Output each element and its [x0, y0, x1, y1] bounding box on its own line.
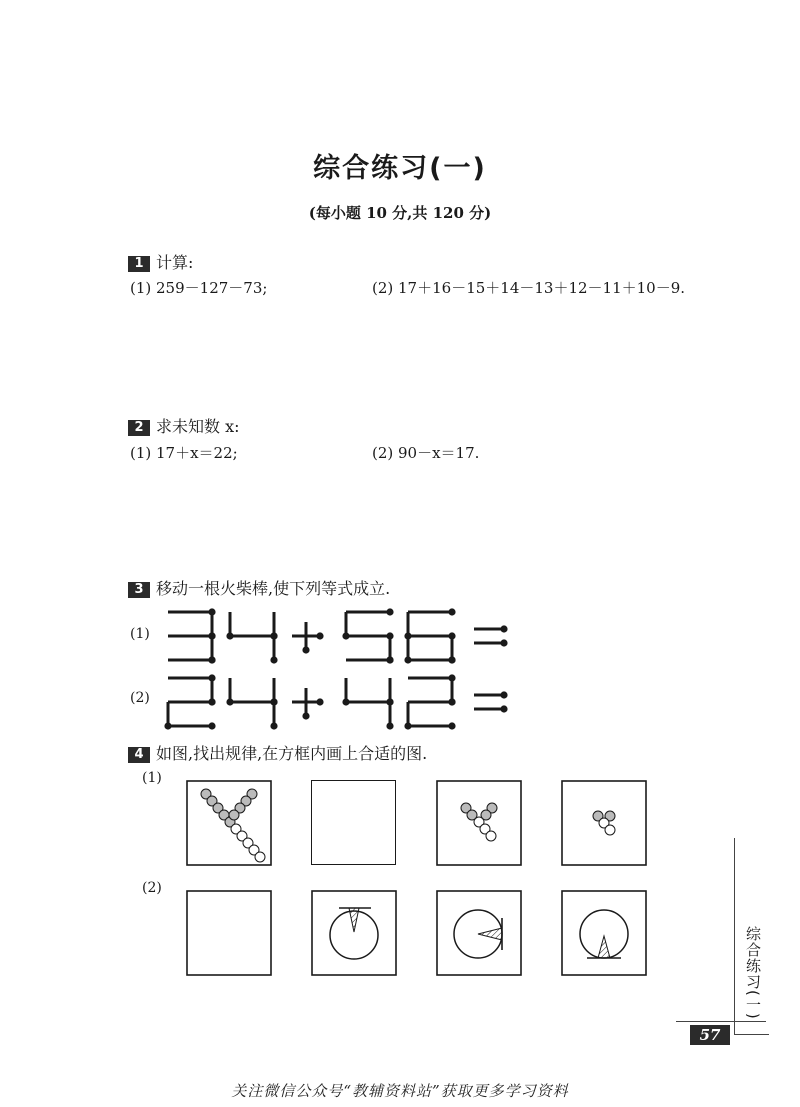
matchstick-equations	[150, 600, 510, 740]
question-2-item-1: (1) 17＋x＝22;	[130, 444, 238, 462]
matchstick-head	[208, 656, 215, 663]
matchstick-row-2-label: (2)	[130, 690, 150, 706]
matchstick-equation-1	[168, 608, 510, 663]
pattern-box-2-4	[561, 890, 647, 976]
matchstick-head	[302, 646, 309, 653]
matchstick-row-1-label: (1)	[130, 626, 150, 642]
matchstick-head	[270, 656, 277, 663]
page-number-rule	[676, 1021, 766, 1022]
matchstick-head	[208, 722, 215, 729]
matchstick-head	[500, 639, 507, 646]
question-2-prompt: 求未知数 x:	[156, 417, 240, 436]
chapter-side-tab-label: 综合练习(一)	[744, 926, 762, 1020]
question-number-badge: 3	[128, 582, 150, 598]
side-rule	[734, 838, 735, 918]
pattern-row-2-label: (2)	[142, 880, 162, 896]
question-2-heading	[128, 414, 240, 437]
pattern-box-2-1-empty[interactable]	[186, 890, 272, 976]
matchstick-head	[448, 698, 455, 705]
page-number: 57	[690, 1025, 730, 1045]
pattern-box-1-4	[561, 780, 647, 866]
question-1-item-1: (1) 259－127－73;	[130, 279, 268, 297]
matchstick-head	[448, 608, 455, 615]
question-number-badge: 4	[128, 747, 150, 763]
chapter-side-tab	[734, 916, 769, 1035]
pattern-box-1-1	[186, 780, 272, 866]
pattern-box-2-2	[311, 890, 397, 976]
matchstick-head	[386, 722, 393, 729]
matchstick-head	[302, 712, 309, 719]
matchstick-head	[316, 698, 323, 705]
pattern-row-1-label: (1)	[142, 770, 162, 786]
matchstick-head	[208, 698, 215, 705]
pattern-box-1-3	[436, 780, 522, 866]
question-number-badge: 1	[128, 256, 150, 272]
matchstick-head	[500, 625, 507, 632]
matchstick-head	[500, 705, 507, 712]
question-number-badge: 2	[128, 420, 150, 436]
matchstick-equation-2	[164, 674, 510, 729]
footer-notice: 关注微信公众号“教辅资料站”获取更多学习资料	[231, 1082, 569, 1100]
question-3-prompt: 移动一根火柴棒,使下列等式成立.	[156, 579, 391, 598]
matchstick-head	[270, 722, 277, 729]
question-3-heading	[128, 576, 390, 599]
question-1-item-2: (2) 17＋16－15＋14－13＋12－11＋10－9.	[372, 279, 686, 297]
page-title: 综合练习(一)	[313, 153, 487, 184]
pattern-box-2-3	[436, 890, 522, 976]
matchstick-head	[386, 608, 393, 615]
matchstick-head	[448, 656, 455, 663]
question-4-prompt: 如图,找出规律,在方框内画上合适的图.	[156, 744, 428, 763]
pattern-box-1-2-empty[interactable]	[311, 780, 396, 865]
page-subtitle: (每小题 10 分,共 120 分)	[308, 204, 492, 222]
matchstick-head	[500, 691, 507, 698]
matchstick-head	[386, 656, 393, 663]
question-2-item-2: (2) 90－x＝17.	[372, 444, 480, 462]
question-1-prompt: 计算:	[156, 253, 194, 272]
matchstick-head	[448, 722, 455, 729]
question-4-heading	[128, 741, 427, 764]
question-1-heading	[128, 250, 193, 273]
matchstick-head	[316, 632, 323, 639]
